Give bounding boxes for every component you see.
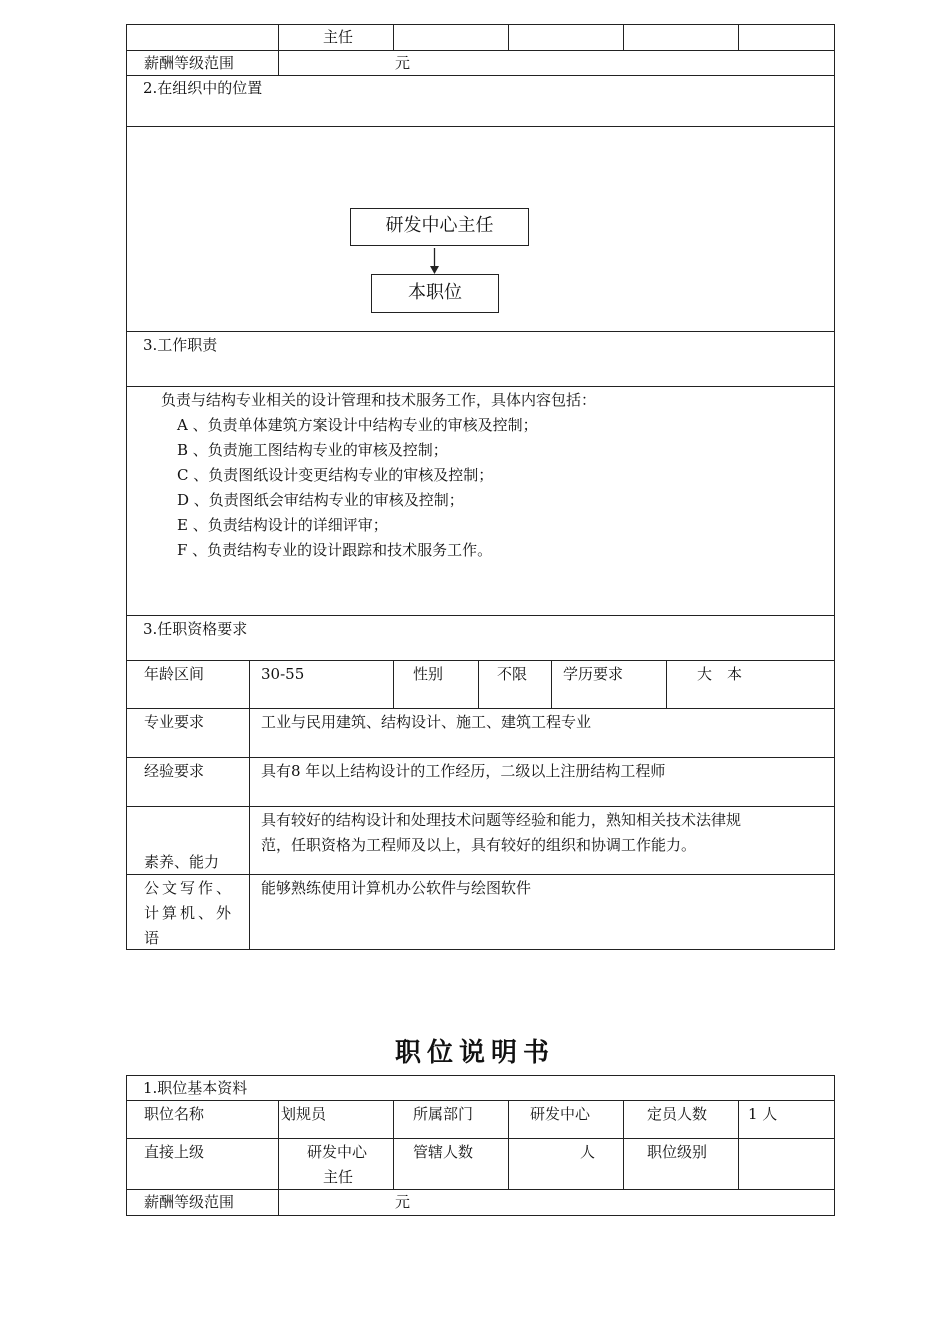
skills-value: 能够熟练使用计算机办公软件与绘图软件 [261,879,532,897]
rule [393,24,394,50]
rule [126,660,835,661]
rule [126,806,835,807]
rule [126,75,835,76]
skills-label-2: 计算机、外 [144,904,235,922]
headcount-label: 定员人数 [647,1105,708,1123]
rule [126,1189,835,1190]
org-box-supervisor [350,208,529,246]
gender-value: 不限 [497,665,528,683]
rule [126,1100,835,1101]
rule [738,24,739,50]
rule [126,615,835,616]
salary-label: 薪酬等级范围 [144,1193,235,1211]
quality-line-2: 范，任职资格为工程师及以上，具有较好的组织和协调工作能力。 [261,836,697,854]
salary-value: 元 [395,1193,411,1211]
exp-value: 具有8 年以上结构设计的工作经历，二级以上注册结构工程师 [261,762,666,780]
duty-item: E 、负责结构设计的详细评审； [177,516,388,534]
rule [623,24,624,50]
rule [278,1100,279,1216]
duty-item: D 、负责图纸会审结构专业的审核及控制； [177,491,464,509]
rule [393,660,394,708]
rule [126,757,835,758]
superior-value-line-2: 主任 [323,1168,354,1186]
org-arrow [425,246,445,276]
rule [278,24,279,50]
subordinates-value: 人 [580,1143,596,1161]
exp-label: 经验要求 [144,762,205,780]
edu-value: 大 本 [697,665,743,683]
rule [126,1138,835,1139]
age-value: 30-55 [261,665,305,683]
rule [508,24,509,50]
major-label: 专业要求 [144,713,205,731]
rule [126,1215,835,1216]
org-box-self [371,274,499,313]
rule [126,949,835,950]
section-duties-title: 3.工作职责 [143,336,218,354]
salary-label: 薪酬等级范围 [144,54,235,72]
duty-item: A 、负责单体建筑方案设计中结构专业的审核及控制； [177,416,538,434]
rule [508,1100,509,1189]
section-position-title: 2.在组织中的位置 [143,79,263,97]
edu-label: 学历要求 [563,665,624,683]
skills-label-1: 公文写作、 [144,879,235,897]
rule [126,708,835,709]
superior-value-line-1: 研发中心 [307,1143,368,1161]
pos-name-value: 划规员 [281,1105,327,1123]
dept-label: 所属部门 [413,1105,474,1123]
headcount-value: 1 人 [748,1105,778,1123]
rule [666,660,667,708]
supervisor-tail: 主任 [323,28,354,46]
rule [126,126,835,127]
rule [249,660,250,950]
quality-label: 素养、能力 [144,853,220,871]
rule [478,660,479,708]
duty-item: C 、负责图纸设计变更结构专业的审核及控制； [177,466,494,484]
rule [278,50,279,75]
dept-value: 研发中心 [530,1105,591,1123]
age-label: 年龄区间 [144,665,205,683]
quality-line-1: 具有较好的结构设计和处理技术问题等经验和能力，熟知相关技术法律规 [261,811,742,829]
superior-label: 直接上级 [144,1143,205,1161]
subordinates-label: 管辖人数 [413,1143,474,1161]
major-value: 工业与民用建筑、结构设计、施工、建筑工程专业 [261,713,592,731]
rule [126,1075,835,1076]
pos-name-label: 职位名称 [144,1105,205,1123]
rule [393,1100,394,1189]
rule [126,24,835,25]
org-self-label: 本职位 [408,282,462,303]
rule [126,331,835,332]
rule [834,1075,835,1216]
org-supervisor-label: 研发中心主任 [385,215,494,236]
rule [126,874,835,875]
section-basic-title: 1.职位基本资料 [143,1079,248,1097]
section-qual-title: 3.任职资格要求 [143,620,248,638]
skills-label-3: 语 [144,929,160,947]
duty-item: F 、负责结构专业的设计跟踪和技术服务工作。 [177,541,493,559]
rule [126,1075,127,1216]
document-title: 职位说明书 [394,1038,555,1068]
rule [126,24,127,950]
rule [738,1100,739,1189]
salary-value: 元 [395,54,411,72]
duty-item: B 、负责施工图结构专业的审核及控制； [177,441,448,459]
level-label: 职位级别 [647,1143,708,1161]
rule [834,24,835,950]
rule [126,386,835,387]
rule [551,660,552,708]
duties-intro: 负责与结构专业相关的设计管理和技术服务工作，具体内容包括： [161,391,597,409]
rule [126,50,835,51]
gender-label: 性别 [413,665,444,683]
rule [623,1100,624,1189]
